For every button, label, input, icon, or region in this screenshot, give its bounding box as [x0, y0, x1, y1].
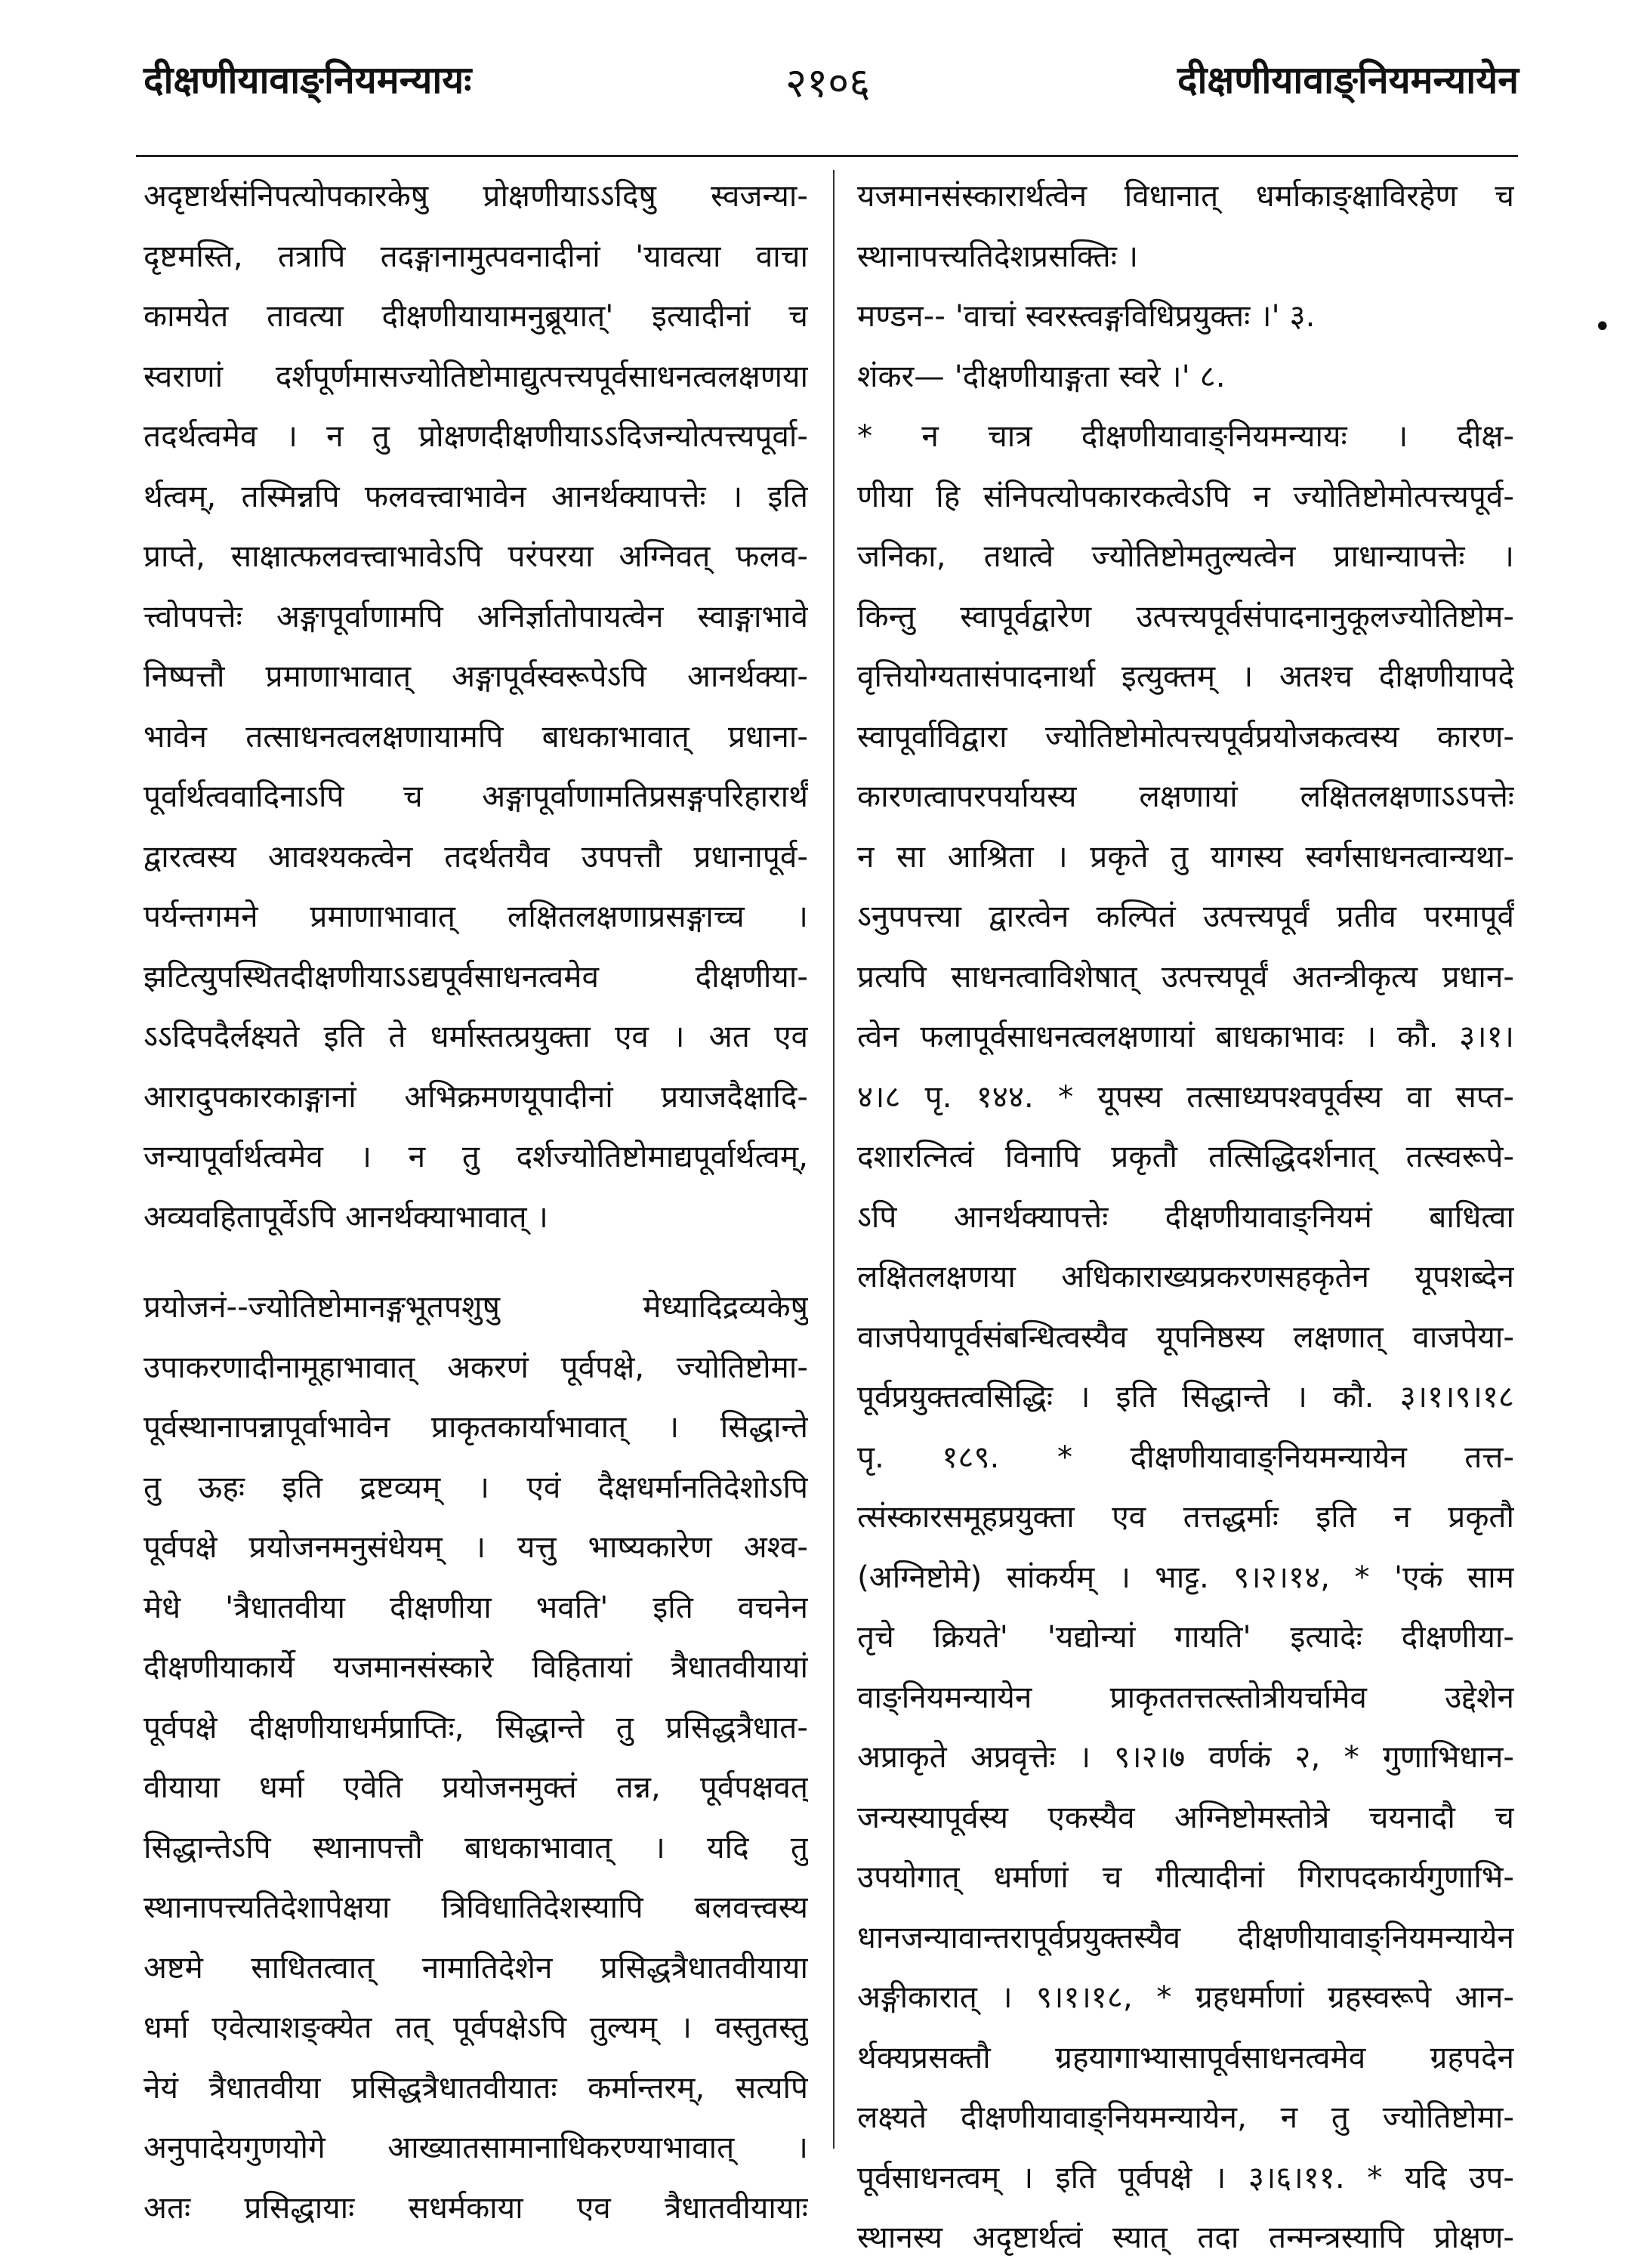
- text-line: दीक्षणीयाकार्ये यजमानसंस्कारे विहितायां त्रैधातवीयायां: [143, 1649, 808, 1685]
- text-line: पूर्वप्रयुक्तत्वसिद्धिः । इति सिद्धान्ते । कौ. ३।१।९।१८: [857, 1378, 1514, 1415]
- text-line: अष्टमे साधितत्वात् नामातिदेशेन प्रसिद्धत्रैधातवीयाया: [143, 1949, 808, 1986]
- text-line: निष्पत्तौ प्रमाणाभावात् अङ्गापूर्वस्वरूपेऽपि आनर्थक्या-: [143, 658, 808, 694]
- text-line: स्थानापत्त्यतिदेशप्रसक्तिः ।: [857, 237, 1139, 274]
- text-line: स्थानापत्त्यतिदेशापेक्षया त्रिविधातिदेशस्यापि बलवत्त्वस्य: [143, 1889, 808, 1925]
- text-line: स्वापूर्वाविद्वारा ज्योतिष्टोमोत्पत्त्यपूर्वप्रयोजकत्वस्य कारण-: [857, 717, 1514, 754]
- text-line: आरादुपकारकाङ्गानां अभिक्रमणयूपादीनां प्रयाजदैक्षादि-: [143, 1078, 808, 1115]
- text-line: धानजन्यावान्तरापूर्वप्रयुक्तस्यैव दीक्षणीयावाङ्नियमन्यायेन: [857, 1918, 1514, 1955]
- text-line: धर्मा एवेत्याशङ्क्येत तत् पूर्वपक्षेऽपि तुल्यम् । वस्तुतस्तु: [143, 2009, 808, 2045]
- text-line: पूर्वार्थत्ववादिनाऽपि च अङ्गापूर्वाणामतिप्रसङ्गपरिहारार्थं: [143, 778, 808, 814]
- text-line: उपयोगात् धर्माणां च गीत्यादीनां गिरापदकार्यगुणाभि-: [857, 1859, 1514, 1895]
- text-line: ४।८ पृ. १४४. * यूपस्य तत्साध्यपश्वपूर्वस्य वा सप्त-: [857, 1078, 1514, 1115]
- text-line: पूर्वपक्षे प्रयोजनमनुसंधेयम् । यत्तु भाष्यकारेण अश्व-: [143, 1529, 808, 1565]
- text-line: णीया हि संनिपत्योपकारकत्वेऽपि न ज्योतिष्टोमोत्पत्त्यपूर्व-: [857, 477, 1514, 514]
- text-line: जनिका, तथात्वे ज्योतिष्टोमतुल्यत्वेन प्राधान्यापत्तेः ।: [857, 538, 1514, 574]
- text-line: पूर्वसाधनत्वम् । इति पूर्वपक्षे । ३।६।११. * यदि उप-: [857, 2158, 1514, 2195]
- text-line: प्राप्ते, साक्षात्फलवत्त्वाभावेऽपि परंपरया अग्निवत् फलव-: [143, 538, 808, 574]
- text-line: पर्यन्तगमने प्रमाणाभावात् लक्षितलक्षणाप्रसङ्गाच्च ।: [143, 898, 808, 934]
- text-line: कामयेत तावत्या दीक्षणीयायामनुब्रूयात्' इत्यादीनां च: [143, 298, 808, 334]
- text-line: अदृष्टार्थसंनिपत्योपकारकेषु प्रोक्षणीयाऽऽदिषु स्वजन्या-: [143, 177, 808, 214]
- text-line: अव्यवहितापूर्वेऽपि आनर्थक्याभावात् ।: [143, 1198, 548, 1235]
- text-line: (अग्निष्टोमे) सांकर्यम् । भाट्ट. ९।२।१४, * 'एकं साम: [857, 1558, 1514, 1595]
- text-line: दृष्टमस्ति, तत्रापि तदङ्गानामुत्पवनादीनां 'यावत्या वाचा: [143, 237, 808, 274]
- text-line: नेयं त्रैधातवीया प्रसिद्धत्रैधातवीयातः कर्मान्तरम्, सत्यपि: [143, 2069, 808, 2106]
- text-line: न सा आश्रिता । प्रकृते तु यागस्य स्वर्गसाधनत्वान्यथा-: [857, 838, 1514, 875]
- text-line: तु ऊहः इति द्रष्टव्यम् । एवं दैक्षधर्मानतिदेशोऽपि: [143, 1468, 808, 1505]
- text-line: मण्डन-- 'वाचां स्वरस्त्वङ्गविधिप्रयुक्तः ।' ३.: [857, 298, 1316, 334]
- text-line: दशारत्नित्वं विनापि प्रकृतौ तत्सिद्धिदर्शनात् तत्स्वरूपे-: [857, 1138, 1514, 1174]
- column-separator: [833, 170, 835, 2149]
- text-line: अप्राकृते अप्रवृत्तेः । ९।२।७ वर्णकं २, * गुणाभिधान-: [857, 1739, 1514, 1775]
- text-line: स्थानस्य अदृष्टार्थत्वं स्यात् तदा तन्मन्त्रस्यापि प्रोक्षण-: [857, 2219, 1514, 2255]
- header-rule: [136, 155, 1518, 157]
- text-line: झटित्युपस्थितदीक्षणीयाऽऽद्यपूर्वसाधनत्वमेव दीक्षणीया-: [143, 958, 808, 995]
- text-line: त्वेन फलापूर्वसाधनत्वलक्षणायां बाधकाभावः । कौ. ३।१।: [857, 1018, 1514, 1054]
- text-line: प्रयोजनं--ज्योतिष्टोमानङ्गभूतपशुषु मेध्यादिद्रव्यकेषु: [143, 1288, 808, 1325]
- text-line: लक्ष्यते दीक्षणीयावाङ्नियमन्यायेन, न तु ज्योतिष्टोमा-: [857, 2099, 1514, 2135]
- right-column: [857, 166, 1514, 2268]
- text-line: उपाकरणादीनामूहाभावात् अकरणं पूर्वपक्षे, ज्योतिष्टोमा-: [143, 1348, 808, 1385]
- text-line: सिद्धान्तेऽपि स्थानापत्तौ बाधकाभावात् । यदि तु: [143, 1828, 808, 1865]
- text-line: अतः प्रसिद्धायाः सधर्मकाया एव त्रैधातवीयायाः: [143, 2189, 808, 2226]
- text-line: द्वारत्वस्य आवश्यकत्वेन तदर्थतयैव उपपत्तौ प्रधानापूर्व-: [143, 838, 808, 875]
- text-line: ऽनुपपत्त्या द्वारत्वेन कल्पितं उत्पत्त्यपूर्वं प्रतीव परमापूर्वं: [857, 898, 1514, 934]
- text-line: जन्यापूर्वार्थत्वमेव । न तु दर्शज्योतिष्टोमाद्यपूर्वार्थत्वम्,: [143, 1138, 808, 1174]
- text-line: अनुपादेयगुणयोगे आख्यातसामानाधिकरण्याभावात् ।: [143, 2129, 808, 2165]
- text-line: ऽऽदिपदैर्लक्ष्यते इति ते धर्मास्तत्प्रयुक्ता एव । अत एव: [143, 1018, 808, 1054]
- running-header-right: दीक्षणीयावाङ्नियमन्यायेन: [1177, 58, 1519, 102]
- text-line: त्संस्कारसमूहप्रयुक्ता एव तत्तद्धर्माः इति न प्रकृतौ: [857, 1498, 1514, 1535]
- text-line: तदर्थत्वमेव । न तु प्रोक्षणदीक्षणीयाऽऽदिजन्योत्पत्त्यपूर्वा-: [143, 418, 808, 454]
- margin-mark: •: [1593, 310, 1612, 344]
- text-line: वाङ्नियमन्यायेन प्राकृततत्तत्स्तोत्रीयर्चामेव उद्देशेन: [857, 1678, 1514, 1715]
- text-line: वृत्तियोग्यतासंपादनार्था इत्युक्तम् । अतश्च दीक्षणीयापदे: [857, 658, 1514, 694]
- text-line: अङ्गीकारात् । ९।१।१८, * ग्रहधर्माणां ग्रहस्वरूपे आन-: [857, 1979, 1514, 2015]
- text-line: र्थक्यप्रसक्तौ ग्रहयागाभ्यासापूर्वसाधनत्वमेव ग्रहपदेन: [857, 2038, 1514, 2075]
- text-line: कारणत्वापरपर्यायस्य लक्षणायां लक्षितलक्षणाऽऽपत्तेः: [857, 778, 1514, 814]
- text-line: जन्यस्यापूर्वस्य एकस्यैव अग्निष्टोमस्तोत्रे चयनादौ च: [857, 1798, 1514, 1835]
- text-line: वाजपेयापूर्वसंबन्धित्वस्यैव यूपनिष्ठस्य लक्षणात् वाजपेया-: [857, 1318, 1514, 1355]
- paragraph-gap: [143, 1247, 808, 1277]
- text-line: किन्तु स्वापूर्वद्वारेण उत्पत्त्यपूर्वसंपादनानुकूलज्योतिष्टोम-: [857, 597, 1514, 634]
- text-line: वीयाया धर्मा एवेति प्रयोजनमुक्तं तन्न, पूर्वपक्षवत्: [143, 1769, 808, 1805]
- text-line: प्रत्यपि साधनत्वाविशेषात् उत्पत्त्यपूर्वं अतन्त्रीकृत्य प्रधान-: [857, 958, 1514, 995]
- text-line: भावेन तत्साधनत्वलक्षणायामपि बाधकाभावात् प्रधाना-: [143, 717, 808, 754]
- text-line: त्त्वोपपत्तेः अङ्गापूर्वाणामपि अनिर्ज्ञातोपायत्वेन स्वाङ्गाभावे: [143, 597, 808, 634]
- text-line: पूर्वपक्षे दीक्षणीयाधर्मप्राप्तिः, सिद्धान्ते तु प्रसिद्धत्रैधात-: [143, 1708, 808, 1745]
- text-line: पूर्वस्थानापन्नापूर्वाभावेन प्राकृतकार्याभावात् । सिद्धान्ते: [143, 1409, 808, 1445]
- running-header-left: दीक्षणीयावाङ्नियमन्यायः: [143, 58, 472, 102]
- text-line: मेधे 'त्रैधातवीया दीक्षणीया भवति' इति वचनेन: [143, 1588, 808, 1625]
- text-line: ऽपि आनर्थक्यापत्तेः दीक्षणीयावाङ्नियमं बाधित्वा: [857, 1198, 1514, 1235]
- page-number: २१०६: [785, 59, 871, 106]
- text-line: शंकर— 'दीक्षणीयाङ्गता स्वरे ।' ८.: [857, 357, 1226, 394]
- text-line: पृ. १८९. * दीक्षणीयावाङ्नियमन्यायेन तत्त-: [857, 1438, 1514, 1475]
- text-line: र्थत्वम्, तस्मिन्नपि फलवत्त्वाभावेन आनर्थक्यापत्तेः । इति: [143, 477, 808, 514]
- text-line: लक्षितलक्षणया अधिकाराख्यप्रकरणसहकृतेन यूपशब्देन: [857, 1258, 1514, 1294]
- text-line: यजमानसंस्कारार्थत्वेन विधानात् धर्माकाङ्क्षाविरहेण च: [857, 177, 1514, 214]
- left-column: [143, 166, 808, 2238]
- text-line: तृचे क्रियते' 'यद्योन्यां गायति' इत्यादेः दीक्षणीया-: [857, 1618, 1514, 1655]
- text-line: स्वराणां दर्शपूर्णमासज्योतिष्टोमाद्युत्पत्त्यपूर्वसाधनत्वलक्षणया: [143, 357, 808, 394]
- text-line: * न चात्र दीक्षणीयावाङ्नियमन्यायः । दीक्ष-: [857, 418, 1514, 454]
